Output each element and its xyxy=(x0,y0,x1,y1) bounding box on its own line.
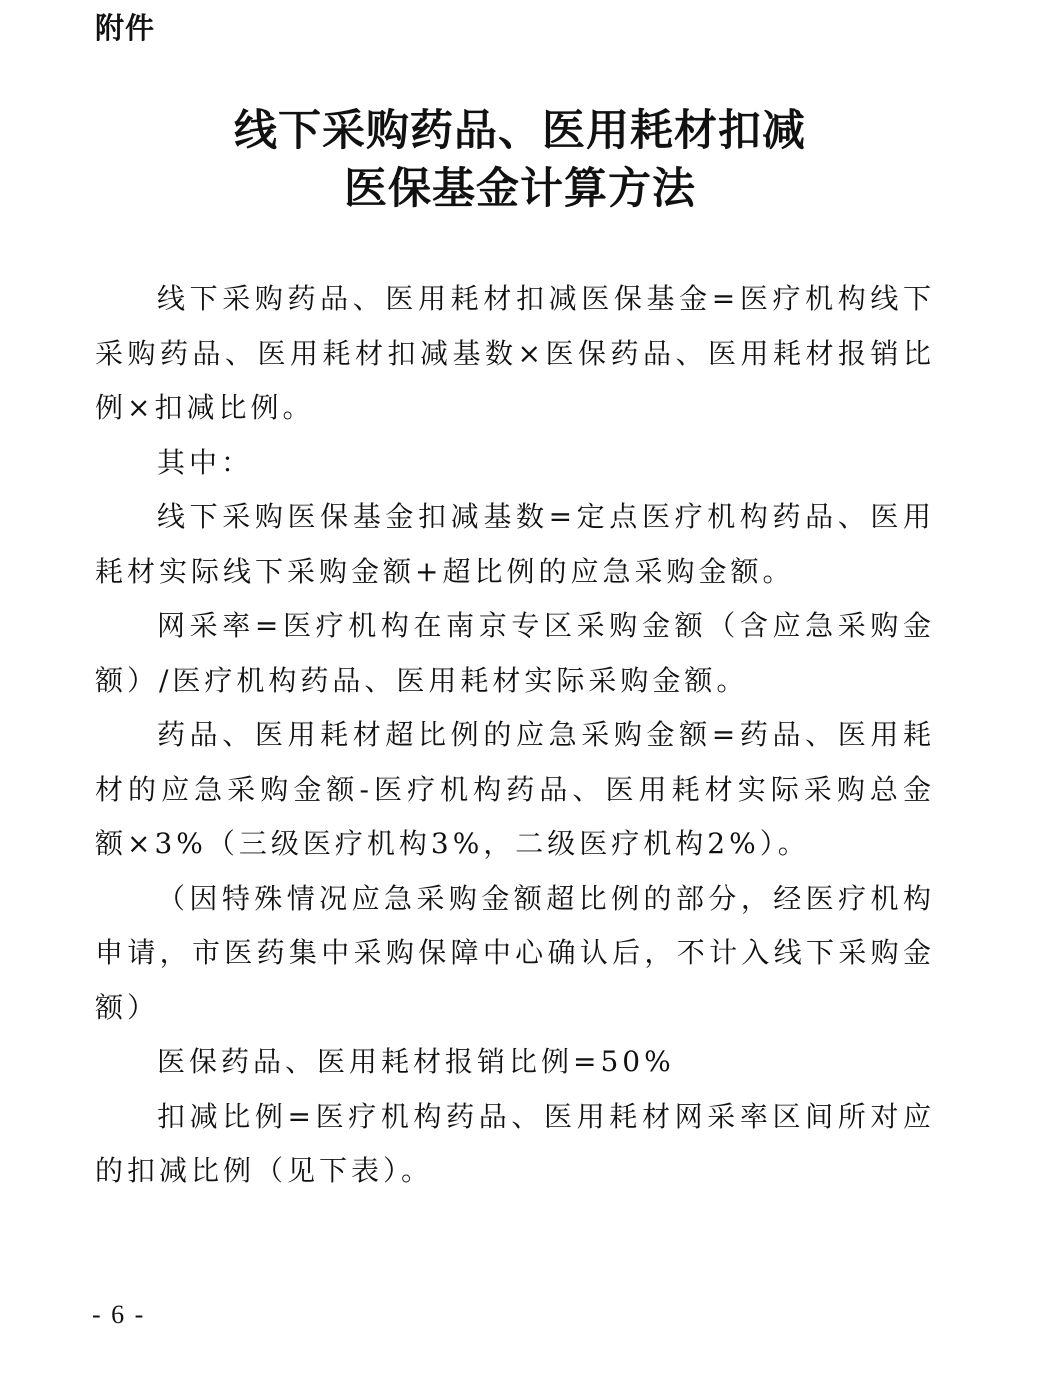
document-title xyxy=(0,102,1040,218)
paragraph-formula: 线下采购药品、医用耗材扣减医保基金=医疗机构线下采购药品、医用耗材扣减基数×医保药品、医用耗材报销比例×扣减比例。 xyxy=(95,282,935,424)
paragraph-emergency-excess: 药品、医用耗材超比例的应急采购金额=药品、医用耗材的应急采购金额-医疗机构药品、医用耗材实际采购总金额×3%（三级医疗机构3%，二级医疗机构2%）。 xyxy=(95,718,935,860)
page-number: - 6 - xyxy=(92,1300,146,1329)
attachment-label: 附件 xyxy=(95,11,156,45)
paragraph-exception-note: （因特殊情况应急采购金额超比例的部分，经医疗机构申请，市医药集中采购保障中心确认后，不计入线下采购金额） xyxy=(95,881,935,1024)
paragraph-deduction-base: 线下采购医保基金扣减基数=定点医疗机构药品、医用耗材实际线下采购金额+超比例的应急采购金额。 xyxy=(95,500,935,588)
title-line-2: 医保基金计算方法 xyxy=(344,164,696,214)
paragraph-where: 其中： xyxy=(157,445,254,479)
paragraph-online-rate: 网采率=医疗机构在南京专区采购金额（含应急采购金额）/医疗机构药品、医用耗材实际采购金额。 xyxy=(95,609,935,697)
title-line-1: 线下采购药品、医用耗材扣减 xyxy=(234,106,806,156)
paragraph-deduction-ratio: 扣减比例=医疗机构药品、医用耗材网采率区间所对应的扣减比例（见下表）。 xyxy=(95,1099,935,1187)
document-body xyxy=(95,272,935,1199)
paragraph-reimbursement-ratio: 医保药品、医用耗材报销比例=50% xyxy=(157,1045,675,1078)
